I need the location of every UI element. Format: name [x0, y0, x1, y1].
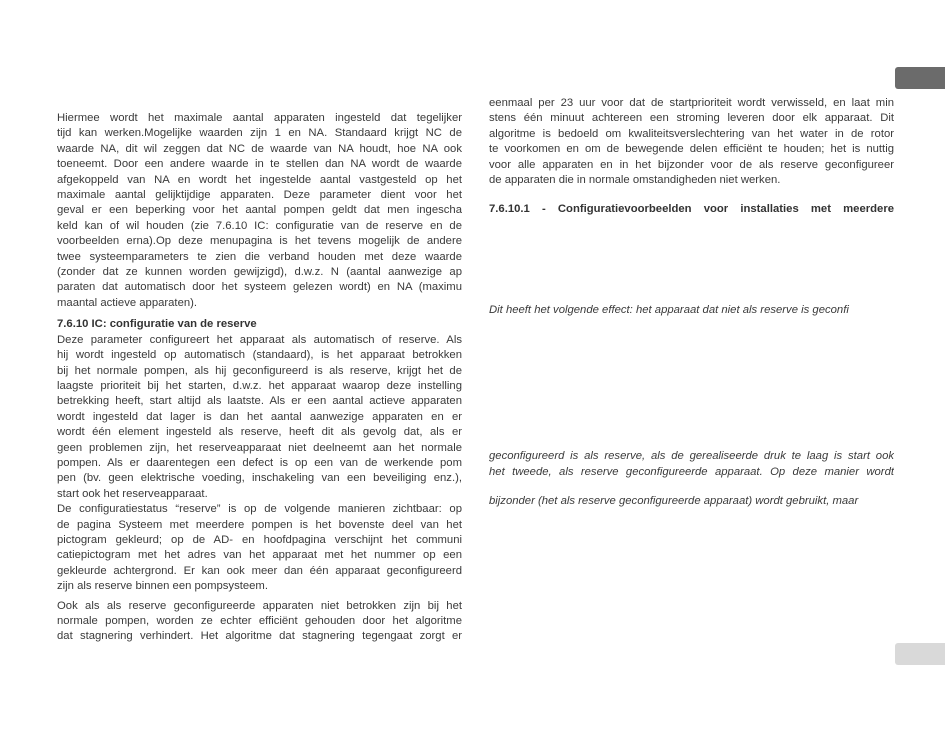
- text-line: pompen. Als er daarentegen een defect is op een van de werkende pom: [57, 456, 462, 469]
- text-line: (zonder dat ze kunnen worden gewijzigd), d.w.z. N (aantal aanwezige ap: [57, 266, 462, 279]
- text-line: keld kan of wil houden (zie 7.6.10 IC: configuratie van de reserve en de: [57, 219, 462, 232]
- left-column: [57, 111, 462, 645]
- continued-paragraph: [489, 96, 894, 188]
- text-line: algoritme is bedoeld om kwaliteitsverslechtering van het water in de rotor: [489, 127, 894, 140]
- page-tab: [895, 643, 945, 665]
- text-line: hij wordt ingesteld op automatisch (standaard), is het apparaat betrokken: [57, 349, 462, 362]
- text-line: geen problemen zijn, het reserveapparaat niet deelneemt aan het normale: [57, 441, 462, 454]
- right-column: [489, 96, 894, 509]
- text-line: catiepictogram met het adres van het apparaat met het nummer op een: [57, 549, 462, 562]
- text-line: paraten dat automatisch door het systeem gelezen wordt) en NA (maximu: [57, 281, 462, 294]
- text-line: dat stagnering verhindert. Het algoritme dat stagnering tegengaat zorgt er: [57, 630, 462, 643]
- text-line: maantal actieve apparaten).: [57, 296, 198, 309]
- example-text: bijzonder (het als reserve geconfigureerde apparaat) wordt gebruikt, maar: [489, 495, 859, 508]
- text-line: wordt één element ingesteld als reserve, heeft dit als gevolg dat, als er: [57, 426, 462, 439]
- section-heading: 7.6.10.1 - Configuratievoorbeelden voor installaties met meerdere: [489, 203, 894, 216]
- text-line: zijn als reserve binnen een pompsysteem.: [57, 580, 268, 593]
- algorithm-paragraph: [57, 599, 462, 645]
- text-line: bij het normale pompen, als hij geconfigureerd is als reserve, krijgt het de: [57, 364, 462, 377]
- reserve-paragraph: [57, 333, 462, 502]
- text-line: Ook als als reserve geconfigureerde apparaten niet betrokken zijn bij het: [57, 599, 462, 612]
- text-line: twee systeemparameters te zien die verband houden met deze waarde: [57, 250, 462, 263]
- text-line: laagste prioriteit bij het starten, d.w.z. het apparaat waarop deze instelling: [57, 379, 462, 392]
- example-text: Dit heeft het volgende effect: het apparaat dat niet als reserve is geconfi: [489, 303, 849, 316]
- section-heading: 7.6.10 IC: configuratie van de reserve: [57, 318, 257, 331]
- text-line: eenmaal per 23 uur voor dat de startprioriteit wordt verwisseld, en laat min: [489, 97, 894, 109]
- example-paragraph: [489, 449, 894, 480]
- text-line: betrekking heeft, start altijd als laatste. Als er een aantal actieve apparaten: [57, 395, 462, 408]
- text-line: gekleurde achtergrond. Er kan ook meer dan één apparaat geconfigureerd: [57, 564, 462, 577]
- text-line: geconfigureerd is als reserve, als de gerealiseerde druk te laag is start ook: [489, 450, 894, 463]
- text-line: de pagina Systeem met meerdere pompen is het bovenste deel van het: [57, 518, 462, 531]
- status-paragraph: [57, 502, 462, 594]
- text-line: het tweede, als reserve geconfigureerde apparaat. Op deze manier wordt: [489, 465, 894, 478]
- text-line: pictogram gekleurd; op de AD- en hoofdpagina verschijnt het communi: [57, 533, 462, 546]
- text-line: voorbeelden erna).Op deze menupagina is het tevens mogelijk de andere: [57, 235, 462, 248]
- text-line: afgekoppeld van NA en wordt het ingestelde aantal vastgesteld op het: [57, 173, 462, 186]
- text-line: start ook het reserveapparaat.: [57, 487, 208, 500]
- text-line: pen (bv. geen elektrische voeding, inschakeling van een beveiliging enz.),: [57, 472, 462, 485]
- language-tab: [895, 67, 945, 89]
- text-line: De configuratiestatus “reserve” is op de volgende manieren zichtbaar: op: [57, 503, 462, 516]
- text-line: maximale aantal gelijktijdige apparaten. Deze parameter dient voor het: [57, 189, 462, 202]
- text-line: wordt ingesteld dat lager is dan het aantal aanwezige apparaten en er: [57, 410, 462, 423]
- text-line: voor alle apparaten en in het bijzonder voor de als reserve geconfigureer: [489, 158, 894, 171]
- text-line: waarde NA, dit wil zeggen dat NC de waarde van NA houdt, hoe NA ook: [57, 142, 462, 155]
- text-line: geval er een beperking voor het aantal pompen geldt dat men ingescha: [57, 204, 462, 217]
- text-line: te voorkomen en om de bewegende delen efficiënt te houden; het is nuttig: [489, 143, 894, 156]
- text-line: toeneemt. Door een andere waarde in te stellen dan NA wordt de waarde: [57, 158, 462, 171]
- intro-paragraph: [57, 111, 462, 311]
- text-line: Deze parameter configureert het apparaat als automatisch of reserve. Als: [57, 333, 462, 346]
- text-line: tijd kan werken.Mogelijke waarden zijn 1 en NA. Standaard krijgt NC de: [57, 127, 462, 140]
- text-line: stens één minuut achtereen een stroming leveren door elk apparaat. Dit: [489, 112, 894, 125]
- text-line: normale pompen, worden ze echter efficiënt gehouden door het algoritme: [57, 615, 462, 627]
- text-line: de apparaten die in normale omstandigheden niet werken.: [489, 174, 781, 187]
- text-line: Hiermee wordt het maximale aantal apparaten ingesteld dat tegelijker: [57, 112, 462, 124]
